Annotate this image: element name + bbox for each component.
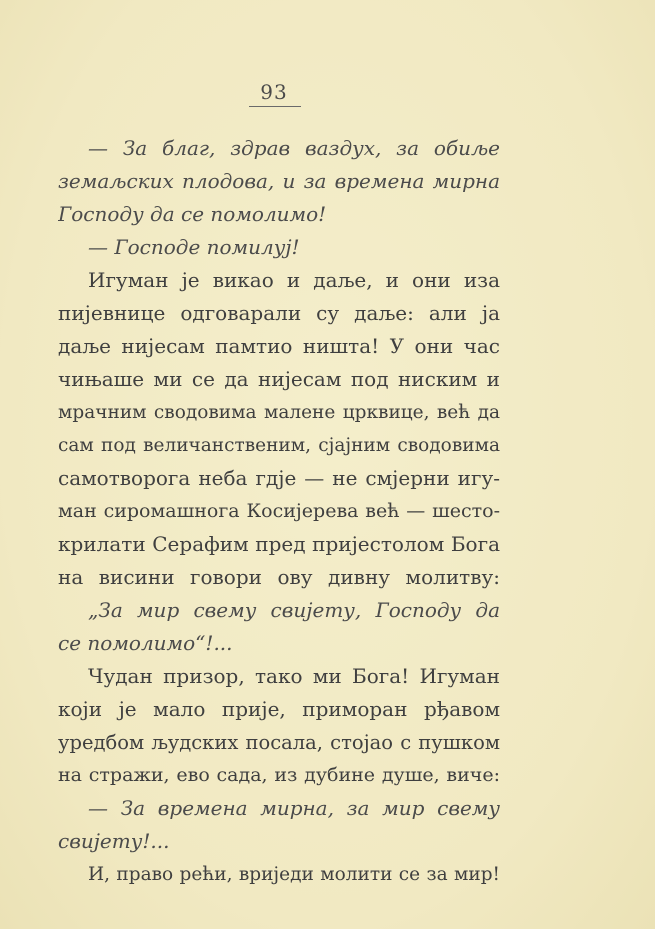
text-line: самотворога неба гдје — не смјерни игу-: [58, 466, 500, 490]
text-line: земаљских плодова, и за времена мирна: [58, 169, 500, 193]
text-line: мрачним сводовима малене црквице, већ да: [58, 402, 500, 423]
page-number-rule: [249, 106, 301, 107]
text-line: Игуман је викао и даље, и они иза: [88, 268, 500, 292]
page-number: 93: [260, 80, 288, 104]
text-line: свијету!...: [58, 829, 170, 853]
text-line: — Господе помилуј!: [88, 235, 300, 259]
text-line: на висини говори ову дивну молитву:: [58, 565, 500, 589]
text-line: чињаше ми се да нијесам под ниским и: [58, 367, 500, 391]
text-line: — За благ, здрав ваздух, за обиље: [88, 136, 500, 160]
text-line: који је мало прије, приморан рђавом: [58, 697, 500, 721]
text-line: — За времена мирна, за мир свему: [88, 796, 500, 820]
text-line: крилати Серафим пред пријестолом Бога: [58, 532, 500, 556]
text-line: „За мир свему свијету, Господу да: [88, 598, 500, 622]
body-text: [58, 132, 500, 891]
text-line: пијевнице одговарали су даље: али ја: [58, 301, 500, 325]
text-line: ман сиромашнога Косијерева већ — шесто-: [58, 500, 500, 522]
text-line: сам под величанственим, сјајним сводовима: [58, 435, 500, 456]
text-line: се помолимо“!...: [58, 631, 233, 655]
text-line: Господу да се помолимо!: [58, 202, 327, 226]
text-line: Чудан призор, тако ми Бога! Игуман: [88, 664, 500, 688]
text-line: на стражи, ево сада, из дубине душе, виче:: [58, 764, 500, 786]
text-line: уредбом људских посала, стојао с пушком: [58, 731, 500, 754]
text-line: И, право рећи, вриједи молити се за мир!: [88, 864, 500, 885]
text-line: даље нијесам памтио ништа! У они час: [58, 334, 500, 358]
